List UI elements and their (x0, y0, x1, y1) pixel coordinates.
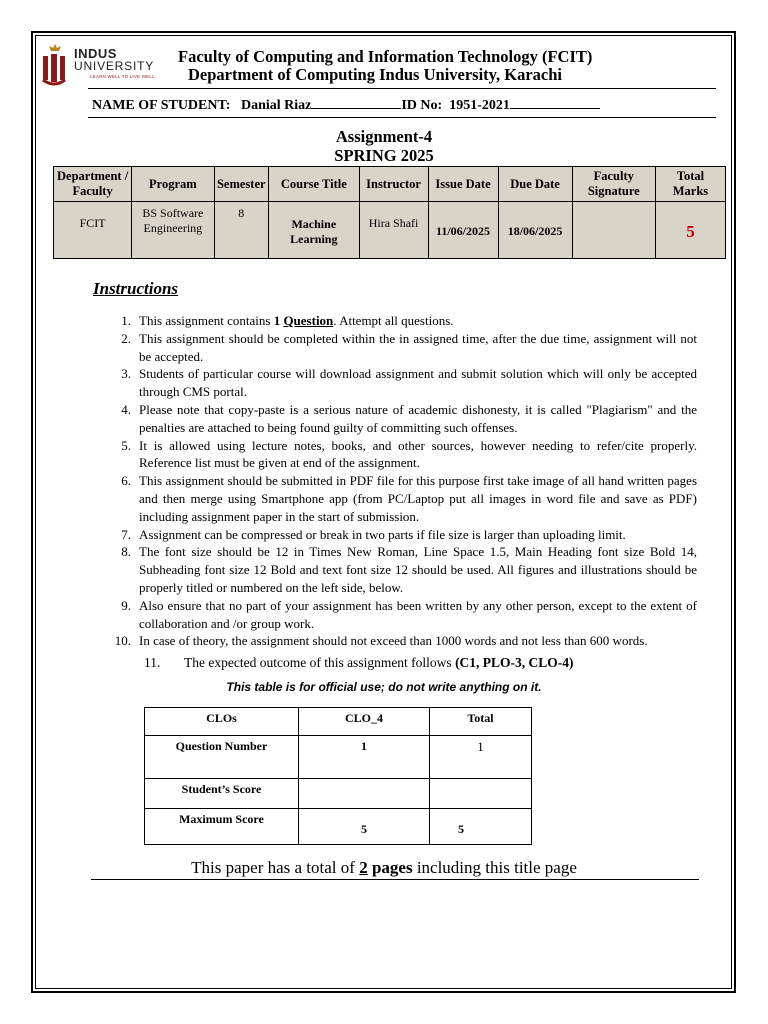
page-count-pre: This paper has a total of (191, 858, 360, 877)
instruction-item: 7. Assignment can be compressed or break in two parts if file size is larger than uploading limit. (121, 526, 626, 542)
clo-row-clo4: 5 (299, 809, 430, 845)
header-department: Department / Faculty (54, 167, 132, 202)
header-total-marks: Total Marks (655, 167, 725, 202)
assignment-term: SPRING 2025 (334, 146, 434, 165)
student-divider (88, 117, 716, 118)
clo-row-clo4: 1 (299, 736, 430, 779)
cell-due-date: 18/06/2025 (498, 202, 572, 259)
university-logo-icon (40, 42, 70, 88)
cell-instructor: Hira Shafi (359, 202, 428, 259)
header-program: Program (132, 167, 214, 202)
instruction-text: This assignment should be completed within the in assigned time, after the due time, assignment will not be accepted. (139, 330, 697, 364)
faculty-heading: Faculty of Computing and Information Technology (FCIT) (178, 47, 593, 66)
cell-course-title: Machine Learning (269, 202, 360, 259)
student-info (92, 96, 600, 114)
student-id-label: ID No: (401, 98, 443, 113)
clo-row-label: Student’s Score (145, 779, 299, 809)
instruction-11-outcome: (C1, PLO-3, CLO-4) (455, 655, 574, 670)
instruction-text: This assignment should be submitted in PDF file for this purpose first take image of all hand written pages and then merge using Smartphone app (from PC/Laptop put all images in word file and save as PDF) including assignment paper in the start of submission. (139, 473, 697, 524)
instruction-text: Students of particular course will download assignment and submit solution which will only be accepted through CMS portal. (139, 366, 697, 400)
official-use-note: This table is for official use; do not write anything on it. (226, 680, 542, 694)
instructions-list (109, 312, 697, 650)
id-underline (510, 96, 600, 109)
instruction-item: 6. This assignment should be submitted in PDF file for this purpose first take image of all hand written pages and then merge using Smartphone app (from PC/Laptop put all images in word file and save as PDF) including assignment paper in the start of submission. (121, 473, 697, 524)
clo-row-total (430, 779, 532, 809)
instruction-text: Assignment can be compressed or break in two parts if file size is larger than uploading limit. (139, 526, 626, 542)
clo-table (144, 707, 532, 845)
instruction-text: It is allowed using lecture notes, books, and other sources, however needing to refer/cite properly. Reference list must be given at end of the assignment. (139, 437, 697, 471)
instruction-item: 8. The font size should be 12 in Times New Roman, Line Space 1.5, Main Heading font size Bold 14, Subheading font size 12 Bold and text font size 12 should be used. All figures and illustrations should be properly titled or numbered on the left side, below. (121, 544, 697, 595)
instruction-11-text: The expected outcome of this assignment follows (184, 655, 456, 670)
instruction-1-text: This assignment contains (139, 313, 274, 328)
instructions-heading: Instructions (93, 279, 179, 298)
assignment-title: Assignment-4 (335, 127, 433, 146)
instruction-1-count: 1 (273, 313, 281, 328)
page-count-number: 2 (359, 858, 368, 877)
department-heading: Department of Computing Indus University, Karachi (188, 65, 563, 84)
instruction-1-tail: . Attempt all questions. (333, 313, 454, 328)
instruction-item: 1. This assignment contains 1 Question. Attempt all questions. (121, 313, 454, 328)
clo-header-clos: CLOs (145, 708, 299, 736)
instruction-text: The font size should be 12 in Times New Roman, Line Space 1.5, Main Heading font size Bold 14, Subheading font size 12 Bold and text font size 12 should be used. All figures and illustrations should be properly titled or numbered on the left side, below. (139, 544, 697, 595)
clo-row-total: 5 (430, 809, 532, 845)
clo-row-clo4 (299, 779, 430, 809)
header-course-title: Course Title (269, 167, 360, 202)
instruction-item-11: 11. The expected outcome of this assignment follows (C1, PLO-3, CLO-4) (144, 655, 574, 670)
cell-issue-date: 11/06/2025 (428, 202, 498, 259)
footer-divider (91, 879, 699, 880)
course-info-table (53, 166, 726, 259)
instruction-item: 10. In case of theory, the assignment should not exceed than 1000 words and not less than 600 words. (114, 633, 648, 649)
logo-tagline: LEARN WELL TO LIVE WELL (90, 74, 155, 79)
clo-header-total: Total (430, 708, 532, 736)
header-issue-date: Issue Date (428, 167, 498, 202)
instruction-text: Please note that copy-paste is a serious nature of academic dishonesty, it is called "Plagiarism" and the penalties are attached to being found guilty of committing such offenses. (139, 401, 697, 435)
name-underline (311, 96, 401, 109)
page-count-word: pages (371, 858, 413, 877)
header-faculty-signature: Faculty Signature (572, 167, 655, 202)
instruction-text: In case of theory, the assignment should not exceed than 1000 words and not less than 600 words. (139, 633, 648, 649)
cell-department: FCIT (54, 202, 132, 259)
cell-total-marks: 5 (655, 202, 725, 259)
clo-row-label: Question Number (145, 736, 299, 779)
header-due-date: Due Date (498, 167, 572, 202)
cell-semester: 8 (214, 202, 269, 259)
clo-row-label: Maximum Score (145, 809, 299, 845)
cell-program: BS Software Engineering (132, 202, 214, 259)
logo-name-line2: UNIVERSITY (74, 59, 155, 73)
clo-row-total: 1 (430, 736, 532, 779)
university-logo (40, 42, 160, 92)
instruction-item: 4. Please note that copy-paste is a serious nature of academic dishonesty, it is called "Plagiarism" and the penalties are attached to being found guilty of committing such offenses. (121, 401, 697, 435)
instruction-item: 5. It is allowed using lecture notes, books, and other sources, however needing to refer/cite properly. Reference list must be given at end of the assignment. (121, 437, 697, 471)
instruction-1-question: Question (283, 313, 334, 328)
student-name-label: NAME OF STUDENT: (92, 98, 231, 113)
page-count-note (0, 858, 768, 878)
student-id-value: 1951-2021 (449, 98, 510, 113)
logo-name-line1: INDUS (74, 46, 117, 61)
instruction-item: 2. This assignment should be completed within the in assigned time, after the due time, assignment will not be accepted. (121, 330, 697, 364)
header-semester: Semester (214, 167, 269, 202)
clo-header-clo4: CLO_4 (299, 708, 430, 736)
header-divider (88, 88, 716, 89)
instruction-text: Also ensure that no part of your assignment has been written by any other person, except to the extent of collaboration and /or group work. (139, 597, 697, 631)
instruction-item: 3. Students of particular course will download assignment and submit solution which will only be accepted through CMS portal. (121, 366, 697, 400)
cell-faculty-signature (572, 202, 655, 259)
instruction-item: 9. Also ensure that no part of your assignment has been written by any other person, except to the extent of collaboration and /or group work. (121, 597, 697, 631)
page-count-post: including this title page (412, 858, 577, 877)
header-instructor: Instructor (359, 167, 428, 202)
student-name-value: Danial Riaz (240, 98, 312, 113)
